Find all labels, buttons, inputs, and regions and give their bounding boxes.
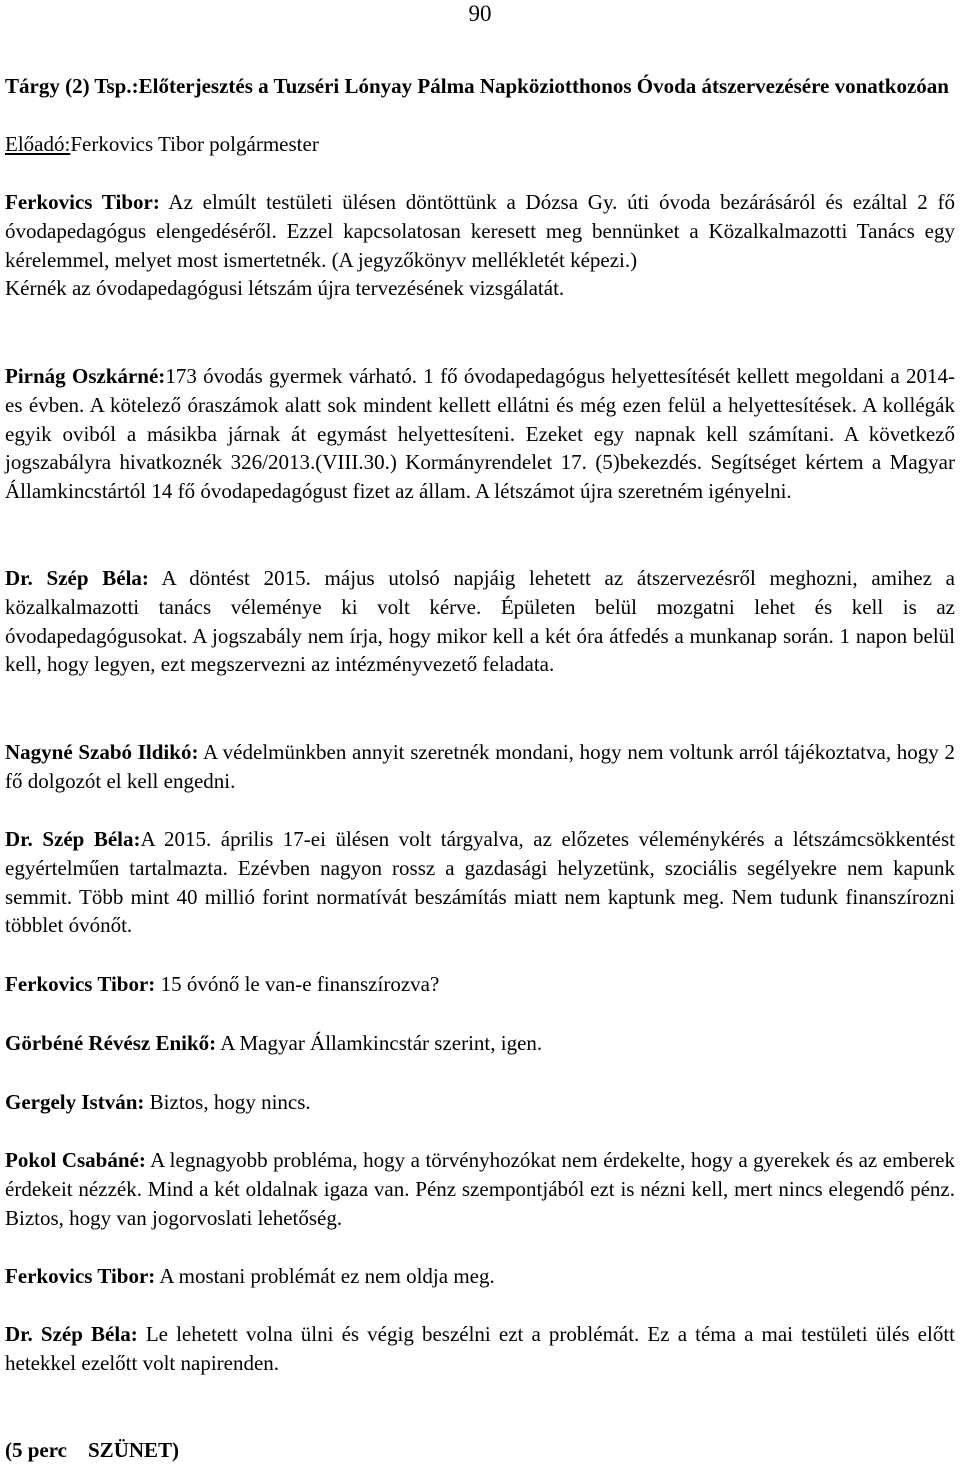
statement-szep-3 <box>5 1320 955 1378</box>
statement-text: A mostani problémát ez nem oldja meg. <box>155 1264 495 1288</box>
speaker-name: Gergely István: <box>5 1090 145 1114</box>
statement-ferkovics-3 <box>5 1262 955 1291</box>
speaker-name: Pirnág Oszkárné: <box>5 364 166 388</box>
statement-extra: Kérnék az óvodapedagógusi létszám újra tervezésének vizsgálatát. <box>5 276 565 301</box>
presenter-line <box>5 130 955 159</box>
statement-text: 173 óvodás gyermek várható. 1 fő óvodapedagógus helyettesítését kellett megoldani a 2014-es évben. A kötelező óraszámok alatt sok mindent kellett ellátni és még ezen felül a helyettesítések. A kollégák egyik oviból a másikba járnak át egymást helyettesíteni. Ezeket egy napnak kell számítani. A következő jogszabályra hivatkoznék 326/2013.(VIII.30.) Kormányrendelet 17. (5)bekezdés. Segítséget kértem a Magyar Államkincstártól 14 fő óvodapedagógust fizet az állam. A létszámot újra szeretném igényelni. <box>5 364 955 504</box>
speaker-name: Pokol Csabáné: <box>5 1148 146 1172</box>
statement-text: A legnagyobb probléma, hogy a törvényhozókat nem érdekelte, hogy a gyerekek és az emberek érdekeit nézzék. Mind a két oldalnak igaza van. Pénz szempontjából ezt is nézni kell, mert nincs elegendő pénz. Biztos, hogy van jogorvoslati lehetőség. <box>5 1148 955 1230</box>
statement-text: Az elmúlt testületi ülésen döntöttünk a Dózsa Gy. úti óvoda bezárásáról és ezáltal 2 fő óvodapedagógus elengedéséről. Ezzel kapcsolatosan keresett meg bennünket a Közalkalmazotti Tanács egy kérelemmel, melyet most ismertetnék. (A jegyzőkönyv mellékletét képezi.) <box>5 190 955 272</box>
page-number: 90 <box>468 1 492 26</box>
statement-text: Le lehetett volna ülni és végig beszélni ezt a problémát. Ez a téma a mai testületi ülés előtt hetekkel ezelőtt volt napirenden. <box>5 1322 955 1375</box>
statement-szep-1 <box>5 564 955 679</box>
statement-text: Biztos, hogy nincs. <box>144 1090 311 1114</box>
statement-szep-2 <box>5 825 955 940</box>
statement-ferkovics-1 <box>5 188 955 303</box>
presenter-name: Ferkovics Tibor polgármester <box>70 132 319 156</box>
break-note: (5 perc SZÜNET) <box>5 1438 180 1462</box>
presenter-label: Előadó: <box>5 132 71 156</box>
statement-nagyne <box>5 738 955 796</box>
statement-text: A Magyar Államkincstár szerint, igen. <box>216 1031 543 1055</box>
statement-gorbene <box>5 1029 955 1058</box>
statement-text: A 2015. április 17-ei ülésen volt tárgyalva, az előzetes véleménykérés a létszámcsökkentést egyértelműen tartalmazta. Ezévben nagyon rossz a gazdasági helyzetünk, szociális segélyekre nem kapunk semmit. Több mint 40 millió forint normatívát beszámítás miatt nem kaptunk meg. Nem tudunk finanszírozni többlet óvónőt. <box>5 827 955 938</box>
speaker-name: Dr. Szép Béla: <box>5 1322 138 1346</box>
speaker-name: Ferkovics Tibor: <box>5 1264 156 1288</box>
statement-ferkovics-2 <box>5 970 955 999</box>
subject-line: Tárgy (2) Tsp.:Előterjesztés a Tuzséri Lónyay Pálma Napköziotthonos Óvoda átszervezésére vonatkozóan <box>5 74 949 98</box>
speaker-name: Dr. Szép Béla: <box>5 566 149 590</box>
statement-text: A döntést 2015. május utolsó napjáig lehetett az átszervezésről meghozni, amihez a közalkalmazotti tanács véleménye ki volt kérve. Épületen belül mozgatni lehet és kell is az óvodapedagógusokat. A jogszabály nem írja, hogy mikor kell a két óra átfedés a munkanap során. 1 napon belül kell, hogy legyen, ezt megszervezni az intézményvezető feladata. <box>5 566 955 677</box>
statement-pokol <box>5 1146 955 1232</box>
speaker-name: Dr. Szép Béla: <box>5 827 141 851</box>
statement-pirnag <box>5 362 955 506</box>
statement-text: 15 óvónő le van-e finanszírozva? <box>155 972 440 996</box>
speaker-name: Görbéné Révész Enikő: <box>5 1031 217 1055</box>
agenda-subject <box>5 72 955 101</box>
speaker-name: Ferkovics Tibor: <box>5 190 160 214</box>
statement-text: A védelmünkben annyit szeretnék mondani, hogy nem voltunk arról tájékoztatva, hogy 2 fő dolgozót el kell engedni. <box>5 740 955 793</box>
speaker-name: Ferkovics Tibor: <box>5 972 156 996</box>
statement-gergely <box>5 1088 955 1117</box>
speaker-name: Nagyné Szabó Ildikó: <box>5 740 199 764</box>
